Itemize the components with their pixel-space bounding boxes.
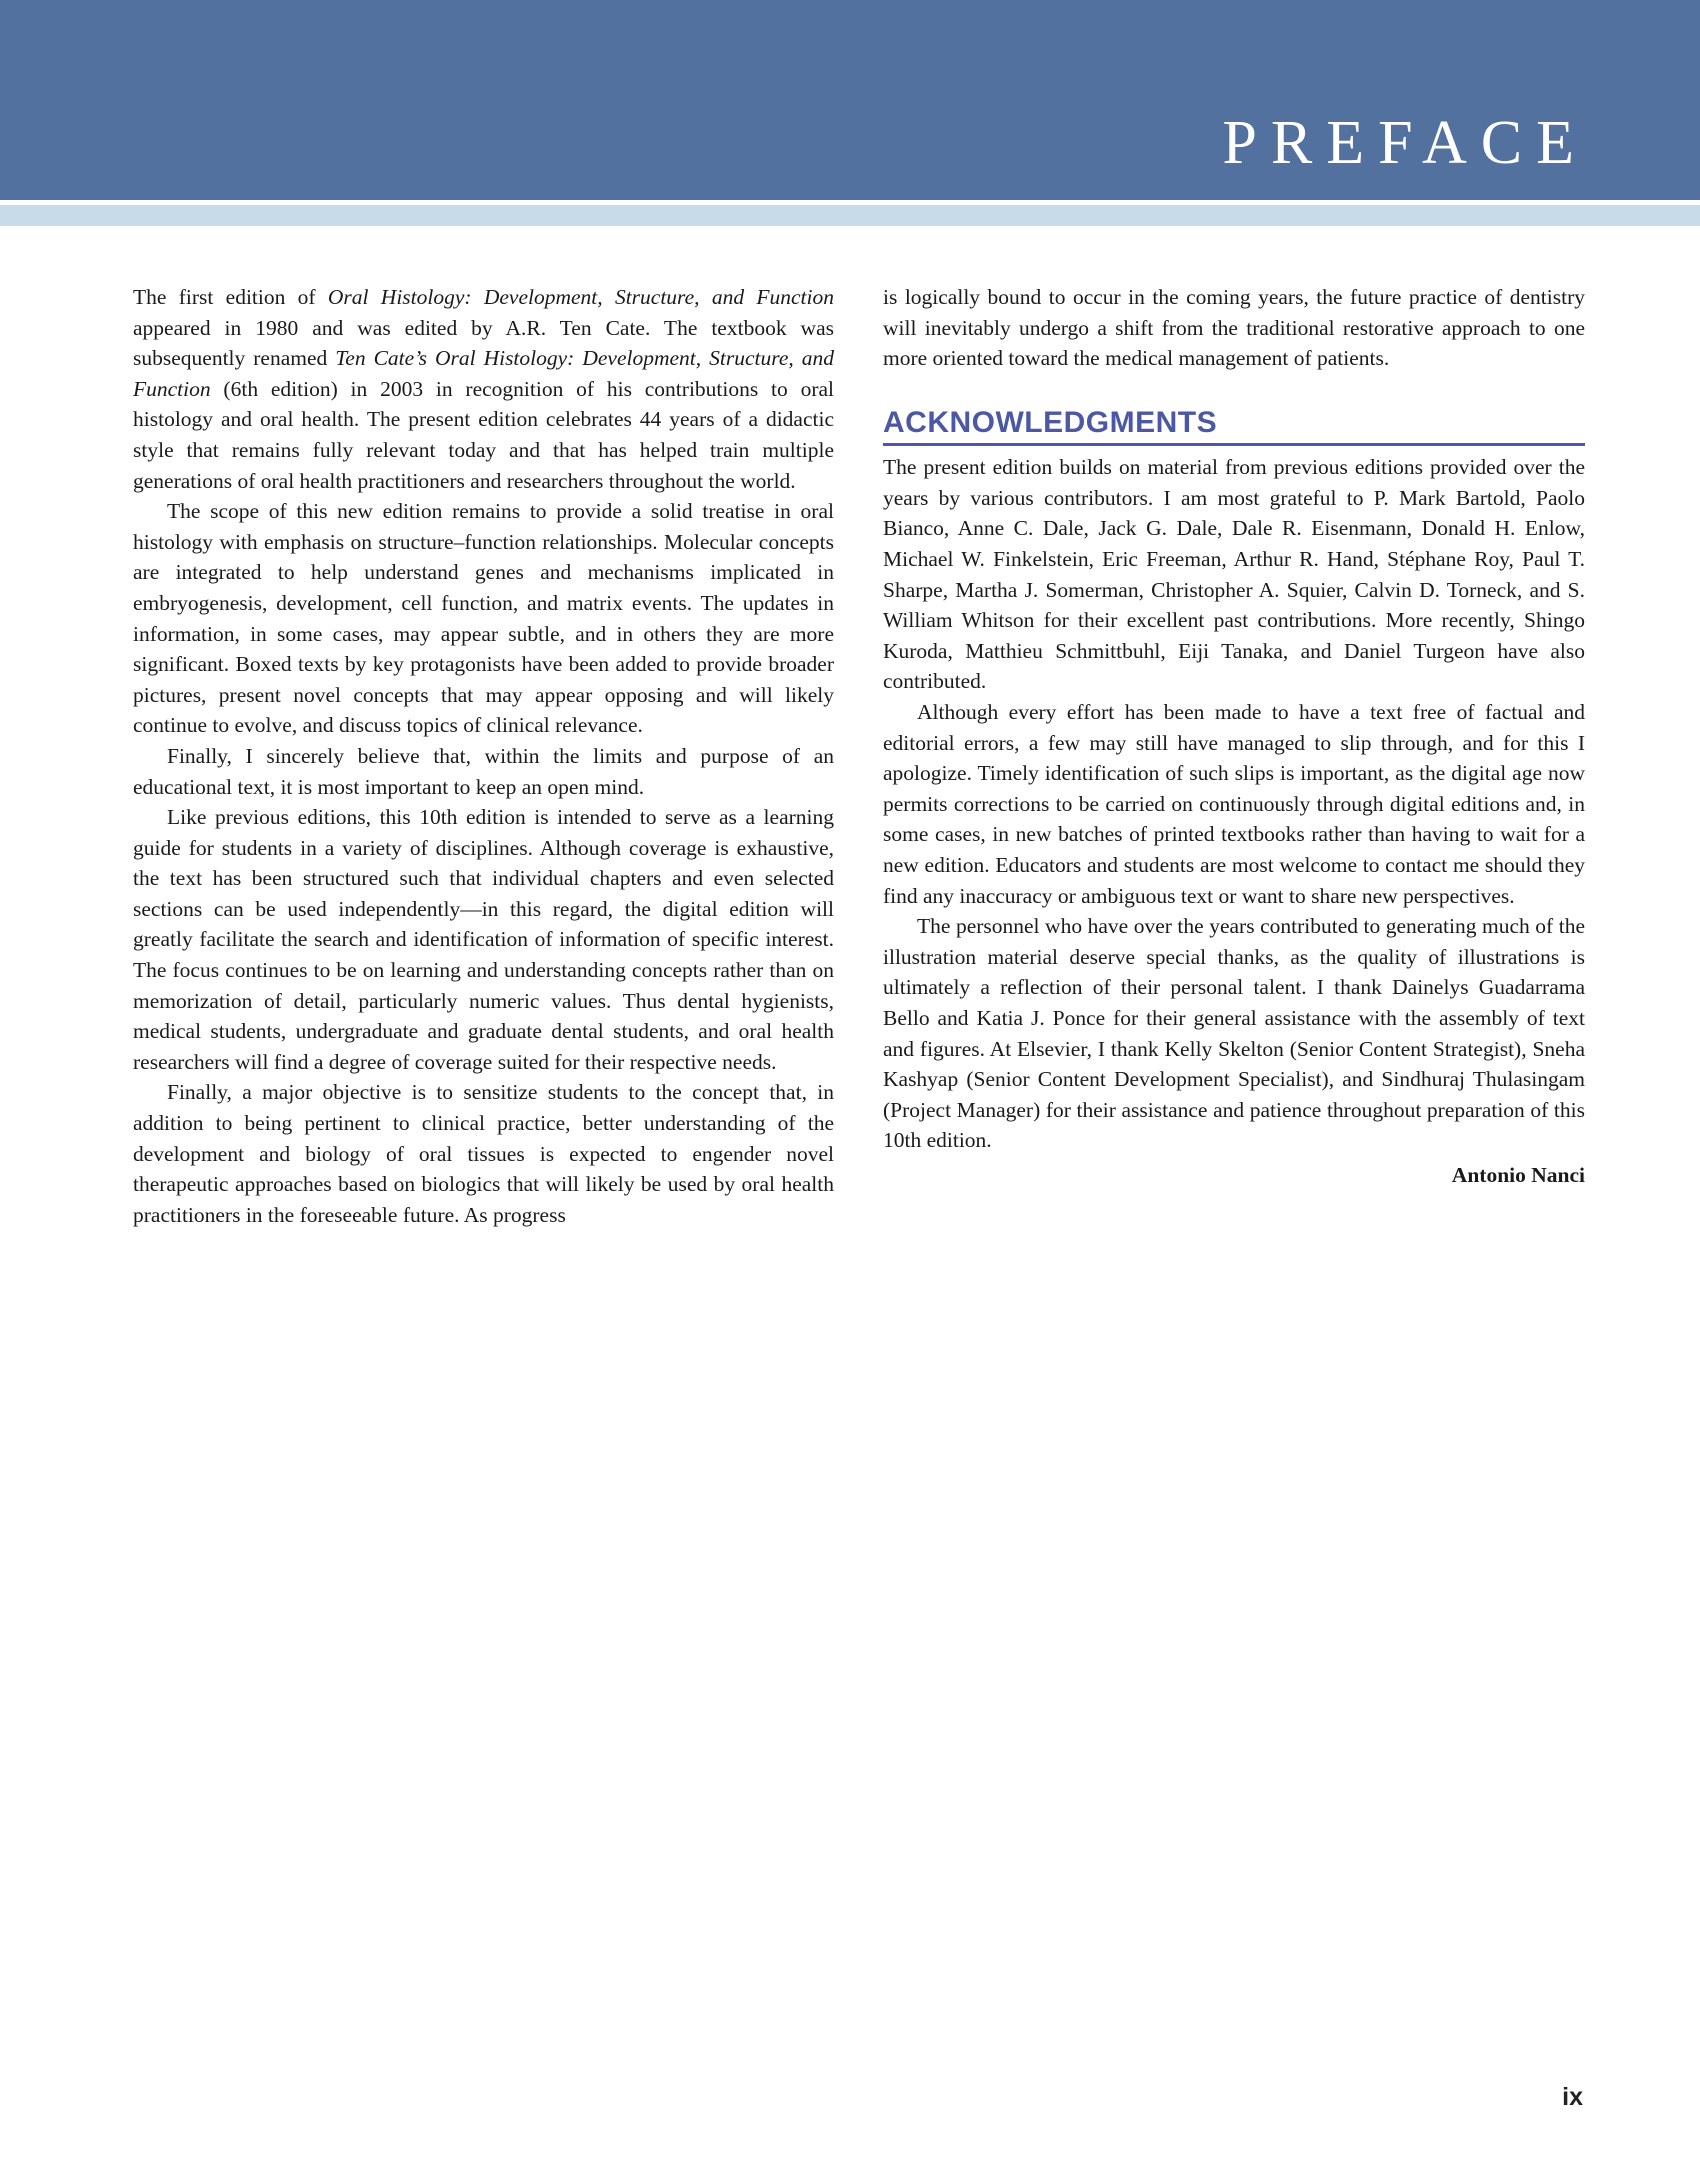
paragraph: Although every effort has been made to have a text free of factual and editorial errors, a few may still have managed to slip through, and for this I apologize. Timely identification of such slips is important, as the digital age now permits corrections to be carried on continuously through digital editions and, in some cases, in new batches of printed textbooks rather than having to wait for a new edition. Educators and students are most welcome to contact me should they find any inaccuracy or ambiguous text or want to share new perspectives.: [883, 700, 1585, 908]
paragraph: [133, 282, 834, 496]
section-heading-acknowledgments: ACKNOWLEDGMENTS: [883, 407, 1585, 447]
author-signature: Antonio Nanci: [1451, 1162, 1585, 1187]
book-title-italic: Oral Histology: Development, Structure, and Function: [327, 285, 834, 309]
paragraph: Finally, I sincerely believe that, within the limits and purpose of an educational text, it is most important to keep an open mind.: [133, 743, 834, 799]
paragraph-text: The first edition of: [133, 285, 328, 309]
paragraph: The personnel who have over the years contributed to generating much of the illustration material deserve special thanks, as the quality of illustrations is ultimately a reflection of their personal talent. I thank Dainelys Guadarrama Bello and Katia J. Ponce for their general assistance with the assembly of text and figures. At Elsevier, I thank Kelly Skelton (Senior Content Strategist), Sneha Kashyap (Senior Content Development Specialist), and Sindhuraj Thulasingam (Project Manager) for their assistance and patience throughout preparation of this 10th edition.: [883, 914, 1585, 1153]
page-title: PREFACE: [1222, 109, 1588, 177]
book-title-italic: Ten Cate’s Oral Histology: Development, Structure, and Function: [133, 346, 834, 401]
paragraph-text: appeared in 1980 and was edited by A.R. Ten Cate. The textbook was subsequently renamed: [133, 315, 834, 371]
paragraph: Like previous editions, this 10th edition is intended to serve as a learning guide for students in a variety of disciplines. Although coverage is exhaustive, the text has been structured such that individual chapters and even selected sections can be used independently—in this regard, the digital edition will greatly facilitate the search and identification of information of specific interest. The focus continues to be on learning and understanding concepts rather than on memorization of detail, particularly numeric values. Thus dental hygienists, medical students, undergraduate and graduate dental students, and oral health researchers will find a degree of coverage suited for their respective needs.: [133, 805, 834, 1074]
paragraph: Finally, a major objective is to sensitize students to the concept that, in addition to being pertinent to clinical practice, better understanding of the development and biology of oral tissues is expected to engender novel therapeutic approaches based on biologics that will likely be used by oral health practitioners in the foreseeable future. As progress: [133, 1080, 834, 1227]
paragraph: The scope of this new edition remains to provide a solid treatise in oral histology with emphasis on structure–function relationships. Molecular concepts are integrated to help understand genes and mechanisms implicated in embryogenesis, development, cell function, and matrix events. The updates in information, in some cases, may appear subtle, and in others they are more significant. Boxed texts by key protagonists have been added to provide broader pictures, present novel concepts that may appear opposing and will likely continue to evolve, and discuss topics of clinical relevance.: [133, 499, 834, 738]
banner-accent-stripe: [0, 205, 1700, 226]
header-banner: [0, 0, 1700, 200]
page-number: ix: [1562, 2083, 1583, 2111]
left-column: [133, 282, 834, 1230]
paragraph: The present edition builds on material from previous editions provided over the years by various contributors. I am most grateful to P. Mark Bartold, Paolo Bianco, Anne C. Dale, Jack G. Dale, Dale R. Eisenmann, Donald H. Enlow, Michael W. Finkelstein, Eric Freeman, Arthur R. Hand, Stéphane Roy, Paul T. Sharpe, Martha J. Somerman, Christopher A. Squier, Calvin D. Torneck, and S. William Whitson for their excellent past contributions. More recently, Shingo Kuroda, Matthieu Schmittbuhl, Eiji Tanaka, and Daniel Turgeon have also contributed.: [883, 455, 1585, 694]
paragraph-text: (6th edition) in 2003 in recognition of his contributions to oral histology and oral health. The present edition celebrates 44 years of a didactic style that remains fully relevant today and that has helped train multiple generations of oral health practitioners and researchers throughout the world.: [133, 376, 834, 493]
right-column: [883, 282, 1585, 1191]
paragraph-continuation: is logically bound to occur in the coming years, the future practice of dentistry will inevitably undergo a shift from the traditional restorative approach to one more oriented toward the medical management of patients.: [883, 285, 1585, 371]
